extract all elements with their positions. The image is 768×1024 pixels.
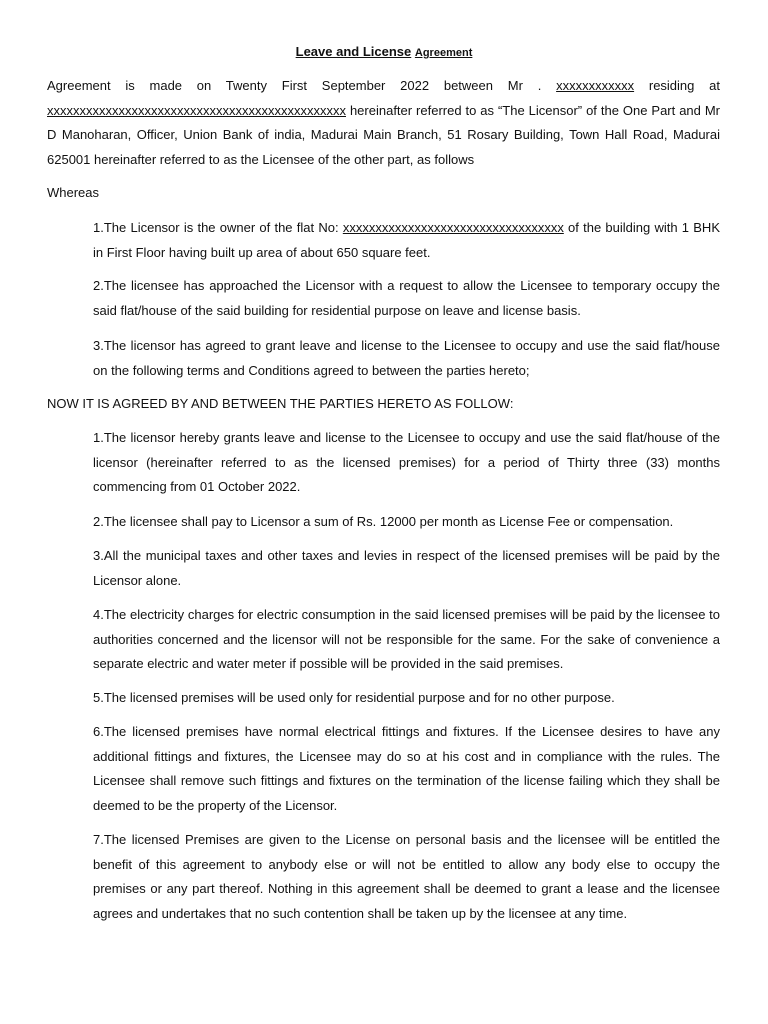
term-item-7: 7.The licensed Premises are given to the License on personal basis and the licensee will be entitled the benefit of this agreement to anybody else or will not be entitled to allow any body else to occupy the premises or any part thereof. Nothing in this agreement shall be deemed to grant a lease and the licensee agrees and undertakes that no such contention shall be taken up by the licensee at any time. (93, 832, 720, 921)
whereas-item-2: 2.The licensee has approached the Licensor with a request to allow the Licensee to temporary occupy the said flat/house of the said building for residential purpose on leave and license basis. (93, 278, 720, 318)
title-small: Agreement (414, 47, 473, 59)
whereas-item-1-text-b: of the building with 1 BHK in First Floor having built up area of about 650 square feet. (93, 220, 720, 260)
licensor-address-masked: xxxxxxxxxxxxxxxxxxxxxxxxxxxxxxxxxxxxxxxxxxxxxx (47, 102, 346, 118)
term-item-6: 6.The licensed premises have normal electrical fittings and fixtures. If the Licensee desires to have any additional fittings and fixtures, the Licensee may do so at his cost and in compliance with the rules. The Licensee shall remove such fittings and fixtures on the termination of the license failing which they shall be deemed to be the property of the Licensor. (93, 724, 720, 813)
term-item-2: 2.The licensee shall pay to Licensor a sum of Rs. 12000 per month as License Fee or compensation. (93, 514, 674, 529)
term-item-5: 5.The licensed premises will be used only for residential purpose and for no other purpose. (93, 690, 615, 705)
intro-paragraph (47, 74, 720, 172)
licensor-name-masked: xxxxxxxxxxxx (556, 78, 635, 93)
term-item-3: 3.All the municipal taxes and other taxes and levies in respect of the licensed premises will be paid by the Licensor alone. (93, 548, 720, 588)
whereas-item-1-text-a: 1.The Licensor is the owner of the flat No: (93, 220, 343, 235)
document-title (0, 42, 768, 63)
whereas-heading: Whereas (47, 185, 100, 200)
title-main: Leave and License (295, 44, 412, 59)
intro-text-2: residing at (634, 78, 721, 93)
flat-number-masked: xxxxxxxxxxxxxxxxxxxxxxxxxxxxxxxxxx (342, 220, 564, 235)
term-item-4: 4.The electricity charges for electric consumption in the said licensed premises will be paid by the licensee to authorities concerned and the licensor will not be responsible for the same. For the sake of convenience a separate electric and water meter if possible will be provided in the said premises. (93, 607, 720, 671)
agreed-heading: NOW IT IS AGREED BY AND BETWEEN THE PARTIES HERETO AS FOLLOW: (47, 396, 514, 411)
whereas-item-1 (93, 216, 720, 265)
term-item-1: 1.The licensor hereby grants leave and license to the Licensee to occupy and use the said flat/house of the licensor (hereinafter referred to as the licensed premises) for a period of Thirty three (33) months commencing from 01 October 2022. (93, 430, 720, 494)
intro-text-1: Agreement is made on Twenty First September 2022 between Mr . (47, 78, 557, 93)
intro-text-3: hereinafter referred to as “The Licensor” of the One Part and Mr D Manoharan, Officer, Union Bank of india, Madurai Main Branch, 51 Rosary Building, Town Hall Road, Madurai 625001 hereinafter referred to as the Licensee of the other part, as follows (47, 102, 720, 167)
whereas-item-3: 3.The licensor has agreed to grant leave and license to the Licensee to occupy and use the said flat/house on the following terms and Conditions agreed to between the parties hereto; (93, 338, 720, 378)
